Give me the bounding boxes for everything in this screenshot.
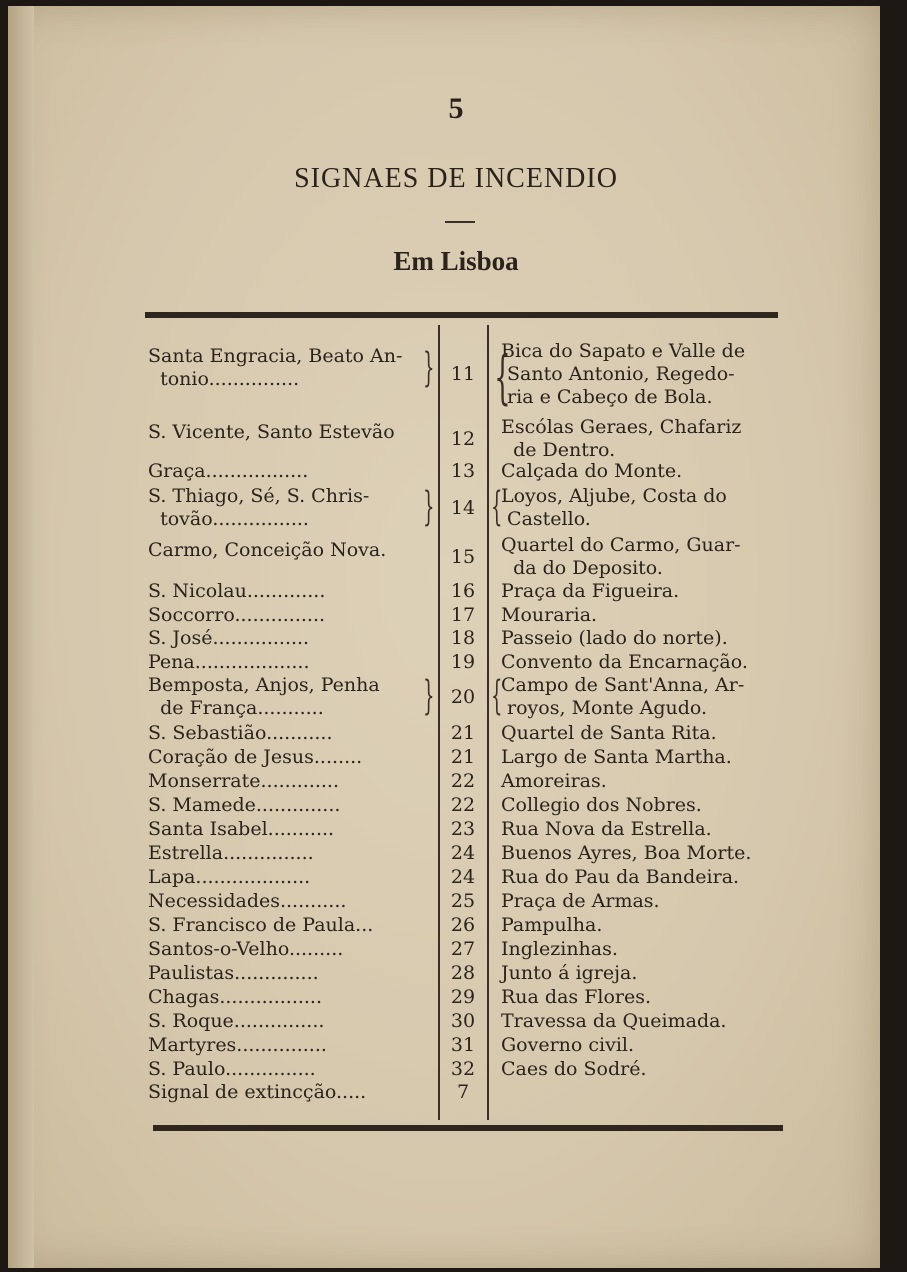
signal-number: 13 [450, 460, 476, 482]
signal-number: 25 [450, 890, 476, 912]
parish-name: Coração de Jesus........ [148, 746, 363, 768]
table-row [0, 580, 900, 604]
right-brace-icon: } [422, 484, 435, 530]
signal-number: 22 [450, 770, 476, 792]
table-row [0, 962, 900, 986]
location-description: Rua Nova da Estrella. [501, 818, 712, 840]
parish-name: Graça................. [148, 460, 309, 482]
parish-name: Necessidades........... [148, 890, 347, 912]
location-description: Quartel de Santa Rita. [501, 722, 717, 744]
location-description: Calçada do Monte. [501, 460, 683, 482]
right-brace-icon: } [422, 673, 435, 719]
left-brace-icon: { [490, 673, 503, 719]
location-description: Amoreiras. [501, 770, 607, 792]
signal-number: 24 [450, 842, 476, 864]
table-row [0, 818, 900, 842]
parish-name: Carmo, Conceição Nova. [148, 539, 387, 561]
signal-number: 16 [450, 580, 476, 602]
table-row [0, 842, 900, 866]
parish-name: de França........... [148, 697, 324, 719]
parish-name: S. Sebastião........... [148, 722, 333, 744]
location-description: Passeio (lado do norte). [501, 627, 728, 649]
left-brace-icon: { [494, 343, 511, 411]
location-description: ria e Cabeço de Bola. [501, 386, 713, 408]
location-description: Rua das Flores. [501, 986, 652, 1008]
table-bottom-rule [153, 1125, 783, 1131]
location-description: Convento da Encarnação. [501, 651, 748, 673]
signal-number: 12 [450, 427, 476, 450]
signal-number: 21 [450, 722, 476, 744]
parish-name: Soccorro............... [148, 604, 326, 626]
parish-name: Paulistas.............. [148, 962, 319, 984]
location-description: Caes do Sodré. [501, 1058, 647, 1080]
location-description: Castello. [501, 508, 591, 530]
signal-number: 29 [450, 986, 476, 1008]
parish-name: S. Thiago, Sé, S. Chris- [148, 485, 370, 507]
table-row [0, 1081, 900, 1105]
parish-name: tovão................ [148, 508, 309, 530]
signal-number: 22 [450, 794, 476, 816]
location-description: Pampulha. [501, 914, 603, 936]
table-row [0, 986, 900, 1010]
table-row [0, 1058, 900, 1082]
page-subtitle: Em Lisboa [393, 246, 519, 276]
parish-name: S. Mamede.............. [148, 794, 341, 816]
signal-number: 23 [450, 818, 476, 840]
signal-number: 24 [450, 866, 476, 888]
table-row [0, 794, 900, 818]
location-description: Mouraria. [501, 604, 598, 626]
parish-name: Pena................... [148, 651, 310, 673]
location-description: Junto á igreja. [501, 962, 638, 984]
parish-name: Bemposta, Anjos, Penha [148, 674, 380, 696]
right-brace-icon: } [422, 345, 435, 391]
table-row [0, 938, 900, 962]
parish-name: Santa Engracia, Beato An- [148, 345, 403, 367]
table-row [0, 604, 900, 628]
table-row [0, 746, 900, 770]
parish-name: Lapa................... [148, 866, 311, 888]
location-description: Santo Antonio, Regedo- [501, 363, 735, 385]
location-description: Collegio dos Nobres. [501, 794, 702, 816]
signal-number: 7 [456, 1081, 470, 1103]
parish-name: Signal de extincção..... [148, 1081, 367, 1103]
location-description: Loyos, Aljube, Costa do [501, 485, 727, 507]
signal-number: 32 [450, 1058, 476, 1080]
table-row [0, 722, 900, 746]
location-description: de Dentro. [501, 439, 616, 461]
table-row [0, 627, 900, 651]
location-description: Inglezinhas. [501, 938, 618, 960]
table-row [0, 340, 900, 411]
location-description: Largo de Santa Martha. [501, 746, 732, 768]
parish-name: S. José................ [148, 627, 310, 649]
parish-name: Monserrate............. [148, 770, 340, 792]
signal-number: 15 [450, 545, 476, 568]
location-description: Buenos Ayres, Boa Morte. [501, 842, 752, 864]
signal-number: 11 [450, 363, 476, 385]
location-description: Campo de Sant'Anna, Ar- [501, 674, 745, 696]
parish-name: Martyres............... [148, 1034, 327, 1056]
location-description: Escólas Geraes, Chafariz [501, 416, 742, 438]
table-row [0, 866, 900, 890]
table-row [0, 484, 900, 530]
title-divider [445, 221, 475, 223]
table-row [0, 651, 900, 675]
location-description: Bica do Sapato e Valle de [501, 340, 746, 362]
signal-number: 26 [450, 914, 476, 936]
table-row [0, 770, 900, 794]
parish-name: Santos-o-Velho......... [148, 938, 344, 960]
location-description: Praça de Armas. [501, 890, 660, 912]
signal-number: 18 [450, 627, 476, 649]
signal-number: 14 [450, 496, 476, 519]
location-description: Quartel do Carmo, Guar- [501, 534, 741, 556]
table-row [0, 673, 900, 719]
parish-name: S. Vicente, Santo Estevão [148, 421, 395, 443]
location-description: royos, Monte Agudo. [501, 697, 708, 719]
parish-name: S. Nicolau............. [148, 580, 326, 602]
location-description: Rua do Pau da Bandeira. [501, 866, 740, 888]
table-row [0, 914, 900, 938]
location-description: Praça da Figueira. [501, 580, 680, 602]
left-brace-icon: { [490, 484, 503, 530]
signal-number: 30 [450, 1010, 476, 1032]
parish-name: tonio............... [148, 368, 300, 390]
signal-number: 27 [450, 938, 476, 960]
parish-name: S. Francisco de Paula... [148, 914, 374, 936]
table-row [0, 460, 900, 484]
signal-number: 31 [450, 1034, 476, 1056]
signal-number: 17 [450, 604, 476, 626]
parish-name: S. Roque............... [148, 1010, 325, 1032]
parish-name: Chagas................. [148, 986, 323, 1008]
page-number: 5 [448, 92, 464, 125]
location-description: Governo civil. [501, 1034, 635, 1056]
signal-number: 20 [450, 685, 476, 708]
location-description: da do Deposito. [501, 557, 663, 579]
table-row [0, 1010, 900, 1034]
table-top-rule [145, 312, 778, 318]
location-description: Travessa da Queimada. [501, 1010, 727, 1032]
signal-number: 19 [450, 651, 476, 673]
signal-number: 21 [450, 746, 476, 768]
signal-number: 28 [450, 962, 476, 984]
table-row [0, 1034, 900, 1058]
table-row [0, 534, 900, 579]
parish-name: Estrella............... [148, 842, 314, 864]
parish-name: S. Paulo............... [148, 1058, 316, 1080]
table-row [0, 416, 900, 461]
parish-name: Santa Isabel........... [148, 818, 335, 840]
table-row [0, 890, 900, 914]
page-title: SIGNAES DE INCENDIO [294, 163, 618, 194]
